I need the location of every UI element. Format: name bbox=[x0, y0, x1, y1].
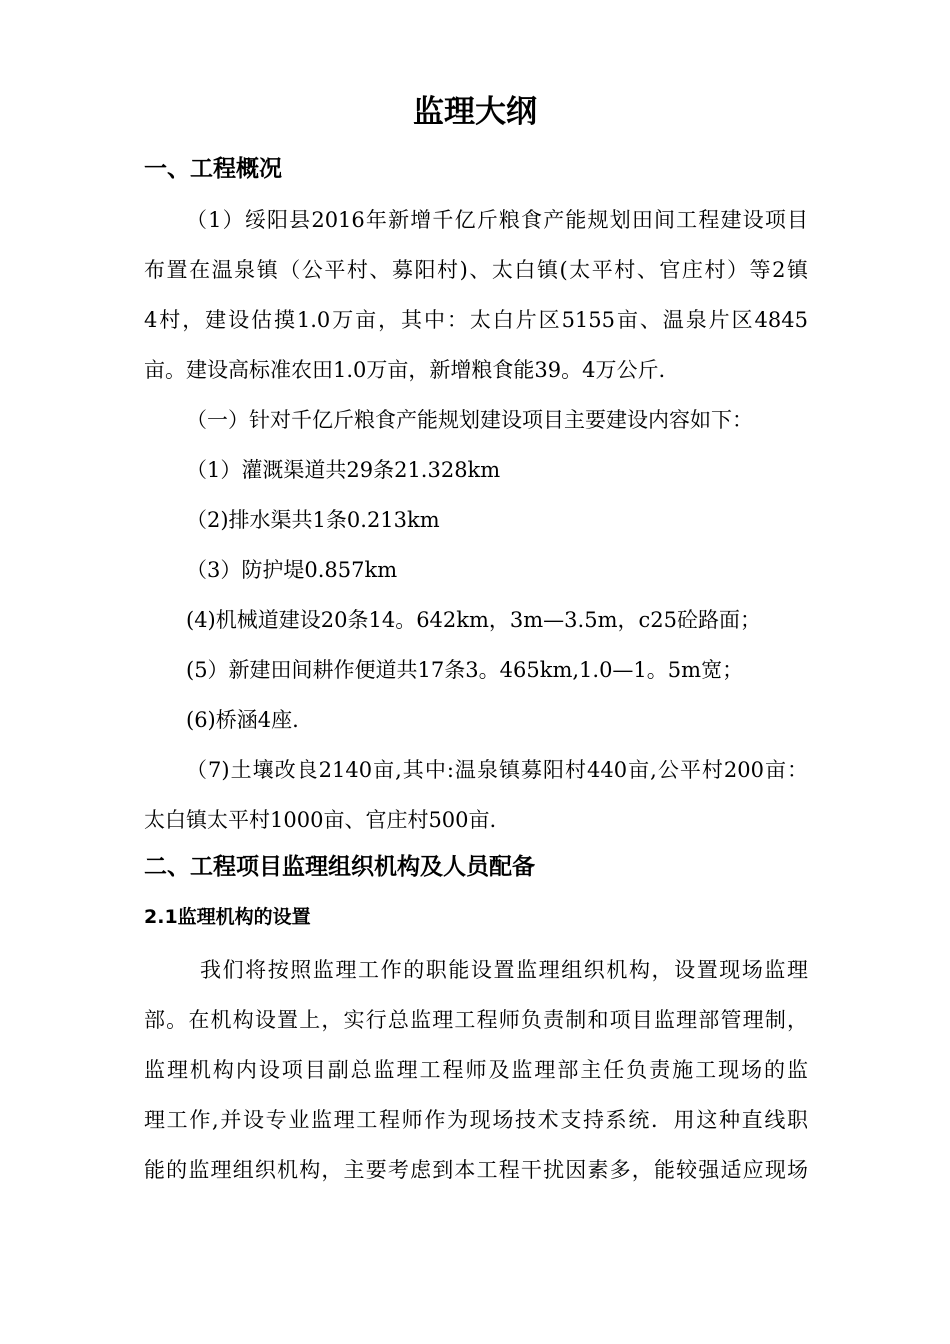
section-1-heading: 一、工程概况 bbox=[144, 156, 282, 182]
paragraph-2-line-1: 我们将按照监理工作的职能设置监理组织机构，设置现场监理 bbox=[200, 958, 808, 982]
paragraph-2-line-3: 监理机构内设项目副总监理工程师及监理部主任负责施工现场的监 bbox=[144, 1058, 808, 1082]
list-item-5: (5）新建田间耕作便道共17条3。465km,1.0—1。5m宽； bbox=[186, 658, 744, 682]
paragraph-1-line-3: 4村，建设估摸1.0万亩，其中：太白片区5155亩、温泉片区4845 bbox=[144, 308, 808, 332]
paragraph-2-line-5: 能的监理组织机构，主要考虑到本工程干扰因素多，能较强适应现场 bbox=[144, 1158, 808, 1182]
paragraph-1-line-4: 亩。建设高标准农田1.0万亩，新增粮食能39。4万公斤. bbox=[144, 358, 666, 382]
document-title: 监理大纲 bbox=[413, 94, 537, 130]
list-item-7-line-1: （7)土壤改良2140亩,其中:温泉镇募阳村440亩,公平村200亩： bbox=[186, 758, 808, 782]
paragraph-1-line-2: 布置在温泉镇（公平村、募阳村)、太白镇(太平村、官庄村）等2镇 bbox=[144, 258, 808, 282]
list-item-7-line-2: 太白镇太平村1000亩、官庄村500亩. bbox=[144, 808, 497, 832]
subsection-2-1-heading: 2.1监理机构的设置 bbox=[144, 906, 311, 928]
list-item-1: （1）灌溉渠道共29条21.328km bbox=[186, 458, 501, 482]
paragraph-1-line-1: （1）绥阳县2016年新增千亿斤粮食产能规划田间工程建设项目 bbox=[186, 208, 808, 232]
list-item-4: (4)机械道建设20条14。642km，3m—3.5m，c25砼路面； bbox=[186, 608, 761, 632]
list-item-6: (6)桥涵4座. bbox=[186, 708, 299, 732]
content-intro: （一）针对千亿斤粮食产能规划建设项目主要建设内容如下： bbox=[186, 408, 753, 432]
paragraph-2-line-4: 理工作,并设专业监理工程师作为现场技术支持系统．用这种直线职 bbox=[144, 1108, 808, 1132]
section-2-heading: 二、工程项目监理组织机构及人员配备 bbox=[144, 854, 535, 880]
list-item-3: （3）防护堤0.857km bbox=[186, 558, 398, 582]
paragraph-2-line-2: 部。在机构设置上，实行总监理工程师负责制和项目监理部管理制， bbox=[144, 1008, 808, 1032]
list-item-2: （2)排水渠共1条0.213km bbox=[186, 508, 440, 532]
